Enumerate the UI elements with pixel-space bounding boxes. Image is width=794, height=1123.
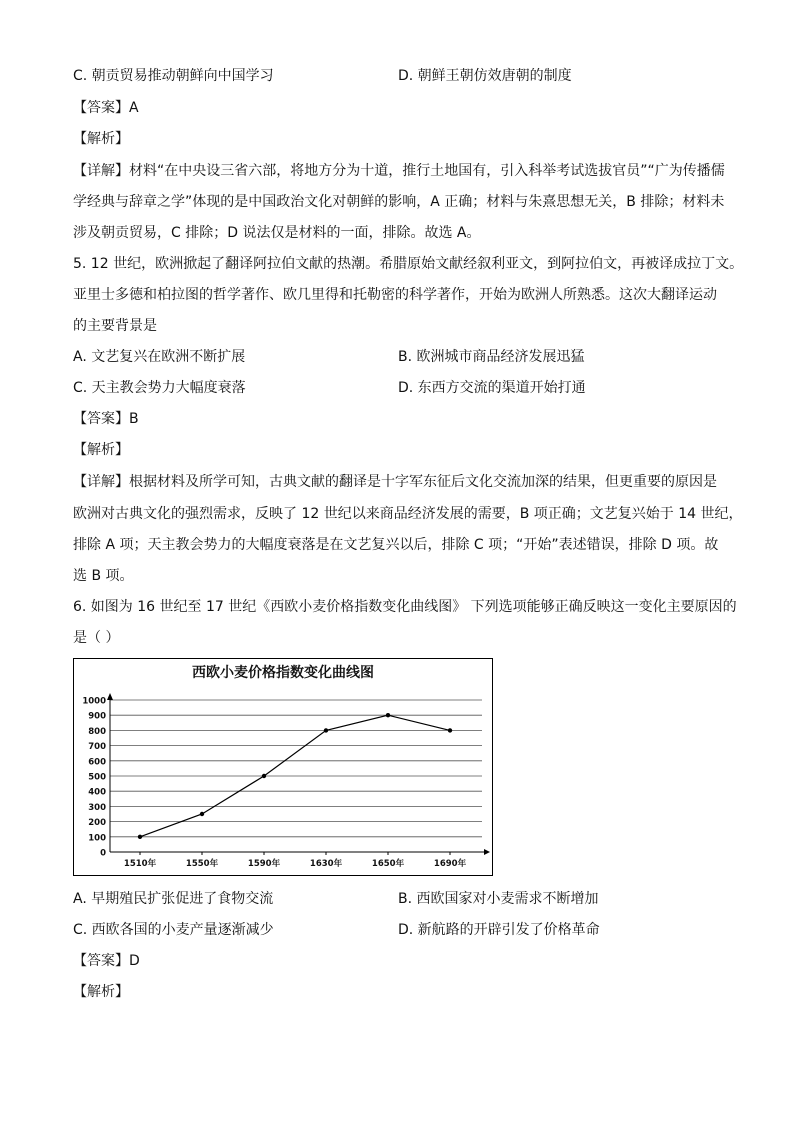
y-tick-label: 400 (88, 787, 106, 798)
q5-option-a: A. 文艺复兴在欧洲不断扩展 (73, 349, 246, 365)
y-axis-arrow (107, 693, 113, 700)
q4-detail-line: 涉及朝贡贸易，C 排除；D 说法仅是材料的一面，排除。故选 A。 (73, 225, 481, 241)
q6-stem-line: 6. 如图为 16 世纪至 17 世纪《西欧小麦价格指数变化曲线图》 下列选项能够正确反映这一变化主要原因的 (73, 599, 737, 615)
q6-option-c: C. 西欧各国的小麦产量逐渐减少 (73, 922, 274, 938)
q4-detail-line: 【详解】材料“在中央设三省六部，将地方分为十道，推行土地国有，引入科举考试选拔官员”“广为传播儒 (73, 163, 725, 179)
q6-stem-line: 是（ ） (73, 630, 120, 646)
q5-option-d: D. 东西方交流的渠道开始打通 (398, 380, 586, 396)
data-point (262, 774, 266, 778)
q4-answer (73, 98, 139, 118)
y-tick-label: 0 (100, 848, 106, 859)
y-tick-label: 200 (88, 818, 106, 829)
y-tick-label: 600 (88, 757, 106, 768)
answer-tag: 【答案】 (73, 411, 129, 427)
answer-tag: 【答案】 (73, 100, 129, 116)
y-tick-label: 500 (88, 772, 106, 783)
q5-stem-line: 亚里士多德和柏拉图的哲学著作、欧几里得和托勒密的科学著作，开始为欧洲人所熟悉。这次大翻译运动 (73, 287, 717, 303)
q6-analysis-tag: 【解析】 (73, 984, 129, 1000)
q5-option-b: B. 欧洲城市商品经济发展迅猛 (398, 349, 585, 365)
answer-value: A (129, 100, 139, 116)
q5-detail-line: 欧洲对古典文化的强烈需求，反映了 12 世纪以来商品经济发展的需要，B 项正确；文艺复兴始于 14 世纪， (73, 506, 743, 522)
y-tick-label: 800 (88, 726, 106, 737)
q4-option-c: C. 朝贡贸易推动朝鲜向中国学习 (73, 68, 274, 84)
data-point (138, 835, 142, 839)
wheat-price-chart (73, 658, 493, 876)
q5-detail-line: 排除 A 项；天主教会势力的大幅度衰落是在文艺复兴以后，排除 C 项；“开始”表述错误，排除 D 项。故 (73, 537, 719, 553)
x-tick-label: 1650年 (371, 859, 405, 869)
data-point (200, 812, 204, 816)
q4-option-d: D. 朝鲜王朝仿效唐朝的制度 (398, 68, 572, 84)
x-tick-label: 1690年 (433, 859, 467, 869)
answer-tag: 【答案】 (73, 953, 129, 969)
y-tick-label: 300 (88, 802, 106, 813)
x-tick-label: 1510年 (123, 859, 157, 869)
chart-title: 西欧小麦价格指数变化曲线图 (192, 665, 374, 681)
chart-canvas (74, 659, 492, 875)
q5-detail-line: 【详解】根据材料及所学可知，古典文献的翻译是十字军东征后文化交流加深的结果，但更重要的原因是 (73, 474, 717, 490)
q6-option-a: A. 早期殖民扩张促进了食物交流 (73, 891, 274, 907)
x-tick-label: 1590年 (247, 859, 281, 869)
x-tick-label: 1630年 (309, 859, 343, 869)
answer-value: B (129, 411, 139, 427)
x-tick-label: 1550年 (185, 859, 219, 869)
y-tick-label: 100 (88, 833, 106, 844)
q6-answer (73, 951, 140, 971)
q5-stem-line: 的主要背景是 (73, 318, 157, 334)
q6-option-b: B. 西欧国家对小麦需求不断增加 (398, 891, 599, 907)
q5-option-c: C. 天主教会势力大幅度衰落 (73, 380, 246, 396)
x-axis-arrow (484, 849, 490, 855)
data-point (324, 728, 328, 732)
q4-analysis-tag: 【解析】 (73, 131, 129, 147)
data-point (386, 713, 390, 717)
q5-stem-line: 5. 12 世纪，欧洲掀起了翻译阿拉伯文献的热潮。希腊原始文献经叙利亚文，到阿拉伯文，再被译成拉丁文。 (73, 256, 744, 272)
y-tick-label: 900 (88, 711, 106, 722)
y-tick-label: 700 (88, 742, 106, 753)
data-point (448, 728, 452, 732)
q6-option-d: D. 新航路的开辟引发了价格革命 (398, 922, 600, 938)
q5-analysis-tag: 【解析】 (73, 442, 129, 458)
answer-value: D (129, 953, 140, 969)
q4-detail-line: 学经典与辞章之学”体现的是中国政治文化对朝鲜的影响，A 正确；材料与朱熹思想无关，B 排除；材料未 (73, 194, 725, 210)
q5-answer (73, 409, 139, 429)
q5-detail-line: 选 B 项。 (73, 568, 134, 584)
y-tick-label: 1000 (82, 696, 106, 707)
